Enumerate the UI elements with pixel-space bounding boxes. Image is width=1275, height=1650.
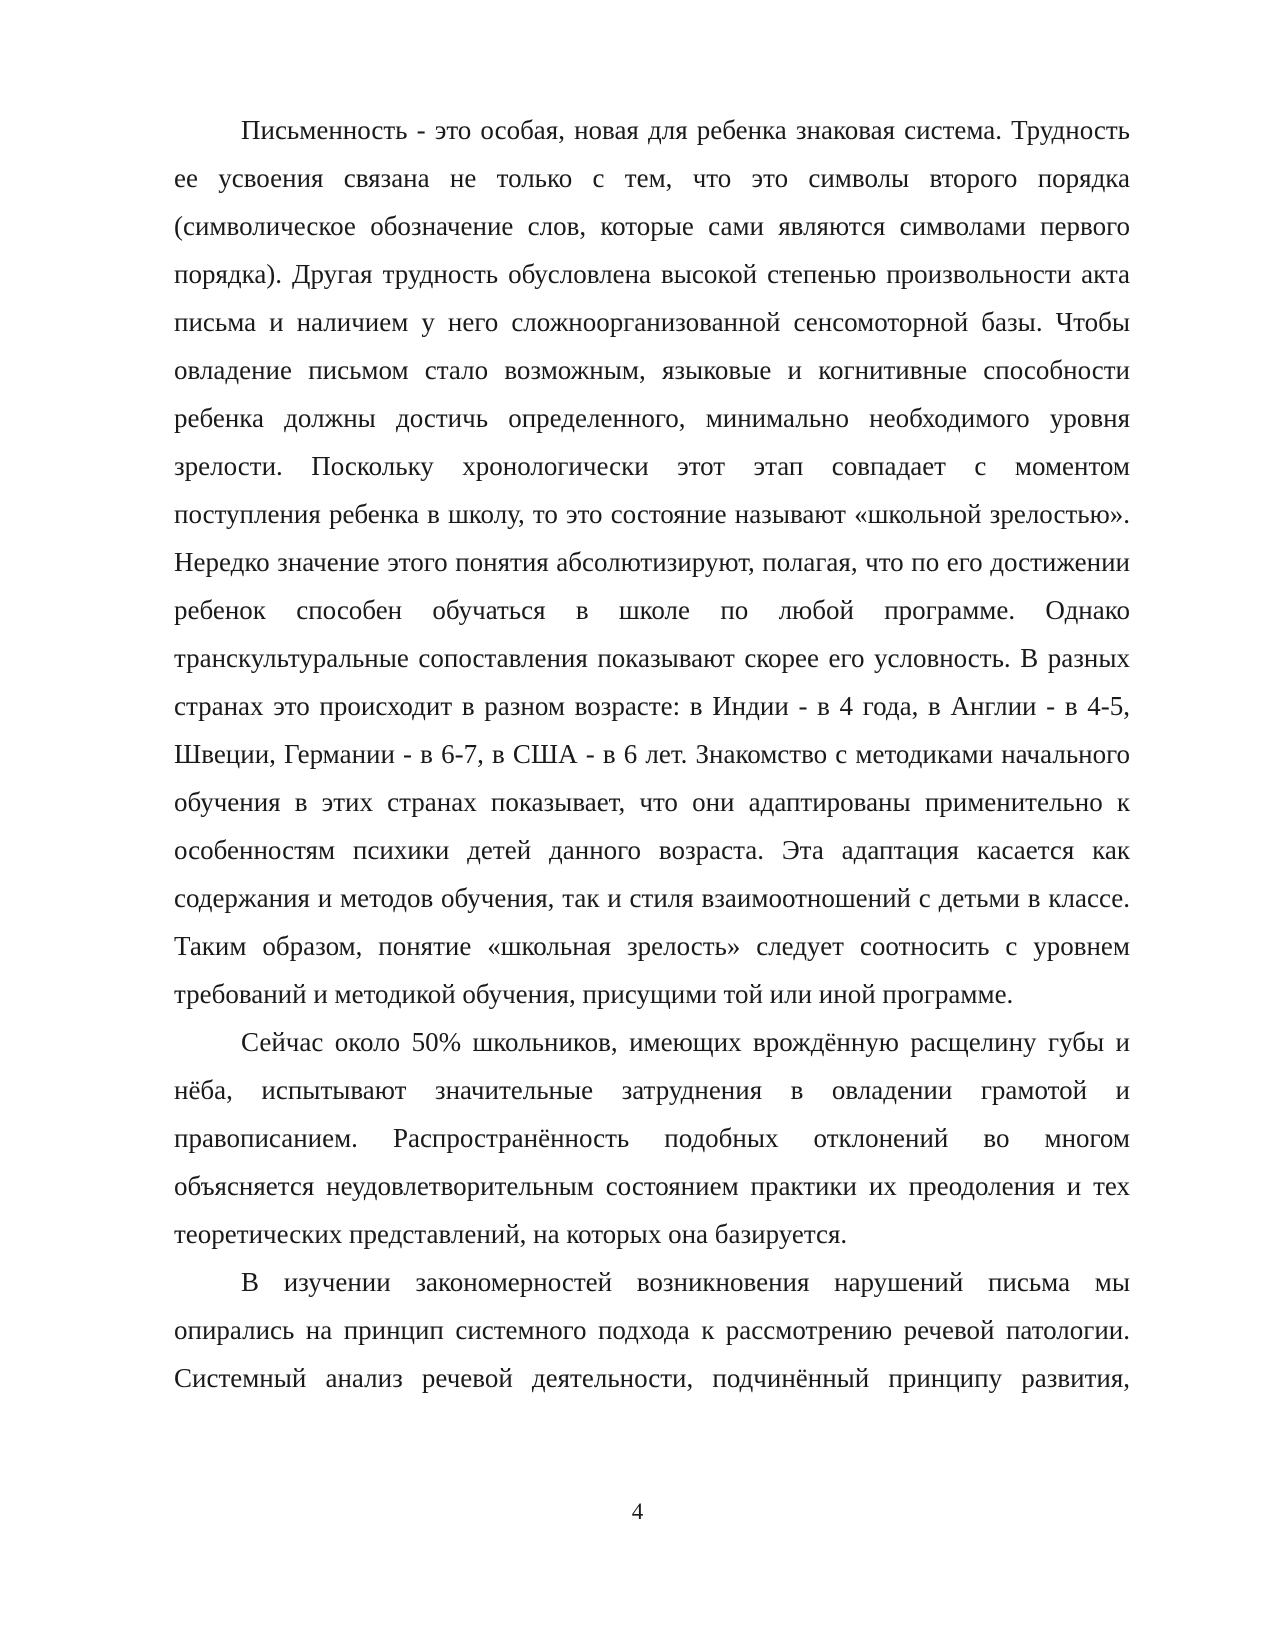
paragraph-systemic-approach: В изучении закономерностей возникновения нарушений письма мы опирались на принцип системного подхода к рассмотрению речевой патологии. Системный анализ речевой деятельности, подчинённый принципу развития,: [174, 1267, 1130, 1393]
page-number: 4: [631, 1499, 644, 1524]
paragraph-school-statistics: Сейчас около 50% школьников, имеющих врождённую расщелину губы и нёба, испытывают значительные затруднения в овладении грамотой и правописанием. Распространённость подобных отклонений во многом объясняется неудовлетворительным состоянием практики их преодоления и тех теоретических представлений, на которых она базируется.: [174, 1027, 1130, 1249]
paragraph-writing-system: Письменность - это особая, новая для ребенка знаковая система. Трудность ее усвоения связана не только с тем, что это символы второго порядка (символическое обозначение слов, которые сами являются символами первого порядка). Другая трудность обусловлена высокой степенью произвольности акта письма и наличием у него сложноорганизованной сенсомоторной базы. Чтобы овладение письмом стало возможным, языковые и когнитивные способности ребенка должны достичь определенного, минимально необходимого уровня зрелости. Поскольку хронологически этот этап совпадает с моментом поступления ребенка в школу, то это состояние называют «школьной зрелостью». Нередко значение этого понятия абсолютизируют, полагая, что по его достижении ребенок способен обучаться в школе по любой программе. Однако транскультуральные сопоставления показывают скорее его условность. В разных странах это происходит в разном возрасте: в Индии - в 4 года, в Англии - в 4-5, Швеции, Германии - в 6-7, в США - в 6 лет. Знакомство с методиками начального обучения в этих странах показывает, что они адаптированы применительно к особенностям психики детей данного возраста. Эта адаптация касается как содержания и методов обучения, так и стиля взаимоотношений с детьми в классе. Таким образом, понятие «школьная зрелость» следует соотносить с уровнем требований и методикой обучения, присущими той или иной программе.: [174, 115, 1130, 1009]
body-text: [174, 106, 1130, 1402]
